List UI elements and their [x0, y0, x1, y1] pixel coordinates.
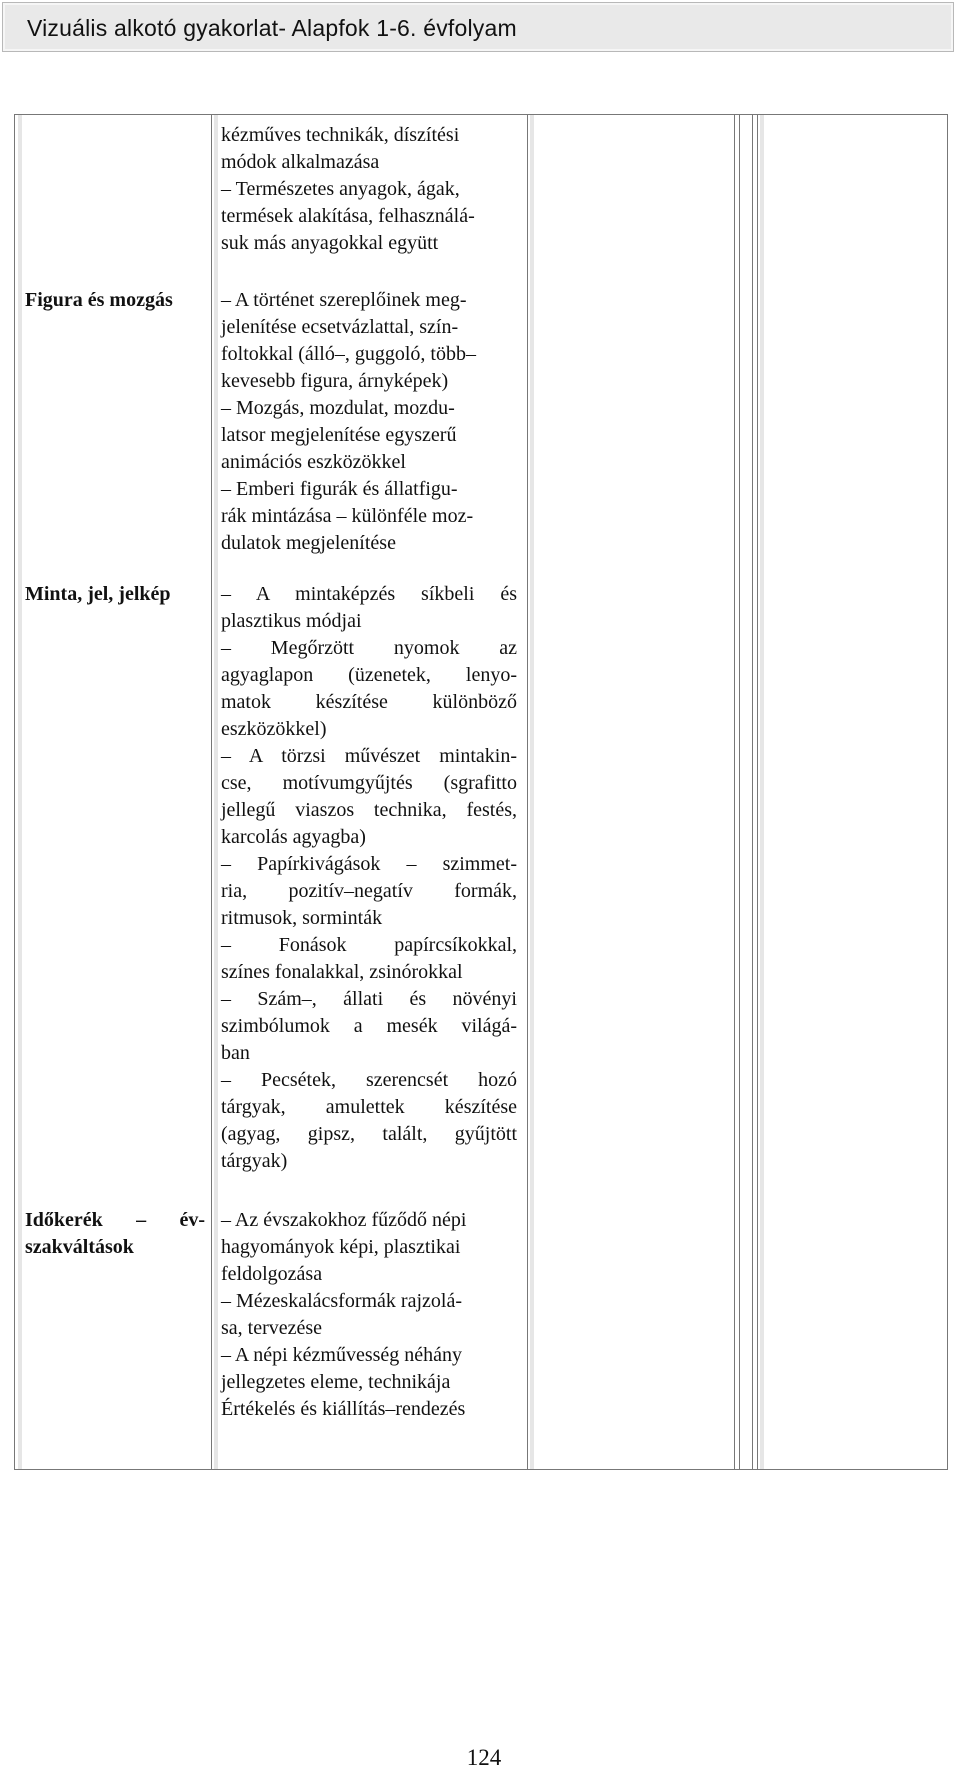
content-line: karcolás agyagba) [221, 826, 366, 848]
content-line: kézműves technikák, díszítési [221, 124, 460, 146]
column-shade-topic [18, 115, 22, 1469]
content-line: latsor megjelenítése egyszerű [221, 424, 457, 446]
content-line: ria, pozitív–negatív formák, [221, 880, 517, 902]
topic-figura-es-mozgas: Figura és mozgás [25, 289, 173, 311]
content-cell-figura-es-mozgas [221, 287, 517, 557]
content-line: – A népi kézművesség néhány [221, 1344, 463, 1366]
content-line: matok készítése különböző [221, 691, 517, 713]
column-divider [757, 115, 758, 1469]
content-line: kevesebb figura, árnyképek) [221, 370, 449, 392]
page-number: 124 [466, 1745, 502, 1770]
content-line: tárgyak, amulettek készítése [221, 1096, 517, 1118]
column-shade-empty-2 [760, 115, 764, 1469]
column-divider [527, 115, 528, 1469]
content-line: szimbólumok a mesék világá- [221, 1015, 517, 1037]
content-line: ritmusok, sorminták [221, 907, 383, 929]
content-cell-idokerek-evszakvaltasok [221, 1207, 517, 1423]
column-divider [211, 115, 212, 1469]
content-line: – Papírkivágások – szimmet- [221, 853, 517, 875]
table-bottom-border [15, 1469, 947, 1470]
content-line: plasztikus módjai [221, 610, 362, 632]
column-divider [739, 115, 740, 1469]
content-line: – Emberi figurák és állatfigu- [221, 478, 458, 500]
content-line: – Megőrzött nyomok az [221, 637, 517, 659]
content-line: agyaglapon (üzenetek, lenyo- [221, 664, 517, 686]
content-line: ban [221, 1042, 250, 1064]
content-line: jellegzetes eleme, technikája [221, 1371, 451, 1393]
topic-line: Időkerék – év- [25, 1209, 205, 1231]
content-line: – A történet szereplőinek meg- [221, 289, 467, 311]
topic-minta-jel-jelkep: Minta, jel, jelkép [25, 583, 171, 605]
content-line: foltokkal (álló–, guggoló, több– [221, 343, 476, 365]
content-line: – Az évszakokhoz fűződő népi [221, 1209, 467, 1231]
header-bar [2, 2, 954, 52]
column-divider [752, 115, 753, 1469]
content-cell-minta-jel-jelkep [221, 581, 517, 1175]
content-line: eszközökkel) [221, 718, 327, 740]
content-line: – Fonások papírcsíkokkal, [221, 934, 517, 956]
content-line: – Mozgás, mozdulat, mozdu- [221, 397, 455, 419]
curriculum-table [14, 114, 948, 1470]
content-line: – Pecsétek, szerencsét hozó [221, 1069, 517, 1091]
content-line: – A törzsi művészet mintakin- [221, 745, 517, 767]
content-line: animációs eszközökkel [221, 451, 406, 473]
content-line: jellegű viaszos technika, festés, [221, 799, 517, 821]
content-line: suk más anyagokkal együtt [221, 232, 439, 254]
topic-idokerek-evszakvaltasok [25, 1207, 205, 1261]
content-line: cse, motívumgyűjtés (sgrafitto [221, 772, 517, 794]
content-line: módok alkalmazása [221, 151, 380, 173]
topic-line: szakváltások [25, 1236, 134, 1258]
content-line: sa, tervezése [221, 1317, 323, 1339]
content-line: – Szám–, állati és növényi [221, 988, 517, 1010]
content-cell-continued [221, 122, 517, 257]
content-line: – Mézeskalácsformák rajzolá- [221, 1290, 462, 1312]
content-line: termések alakítása, felhasználá- [221, 205, 475, 227]
content-line: (agyag, gipsz, talált, gyűjtött [221, 1123, 517, 1145]
content-line: – A mintaképzés síkbeli és [221, 583, 517, 605]
content-line: – Természetes anyagok, ágak, [221, 178, 460, 200]
content-line: hagyományok képi, plasztikai [221, 1236, 461, 1258]
content-line: dulatok megjelenítése [221, 532, 396, 554]
content-line: jelenítése ecsetvázlattal, szín- [221, 316, 459, 338]
content-line: Értékelés és kiállítás–rendezés [221, 1398, 466, 1420]
content-line: színes fonalakkal, zsinórokkal [221, 961, 463, 983]
column-shade-empty-1 [530, 115, 534, 1469]
document-title: Vizuális alkotó gyakorlat- Alapfok 1-6. évfolyam [27, 15, 517, 41]
content-line: tárgyak) [221, 1150, 288, 1172]
column-shade-content [214, 115, 218, 1469]
column-divider [734, 115, 735, 1469]
content-line: feldolgozása [221, 1263, 323, 1285]
content-line: rák mintázása – különféle moz- [221, 505, 474, 527]
